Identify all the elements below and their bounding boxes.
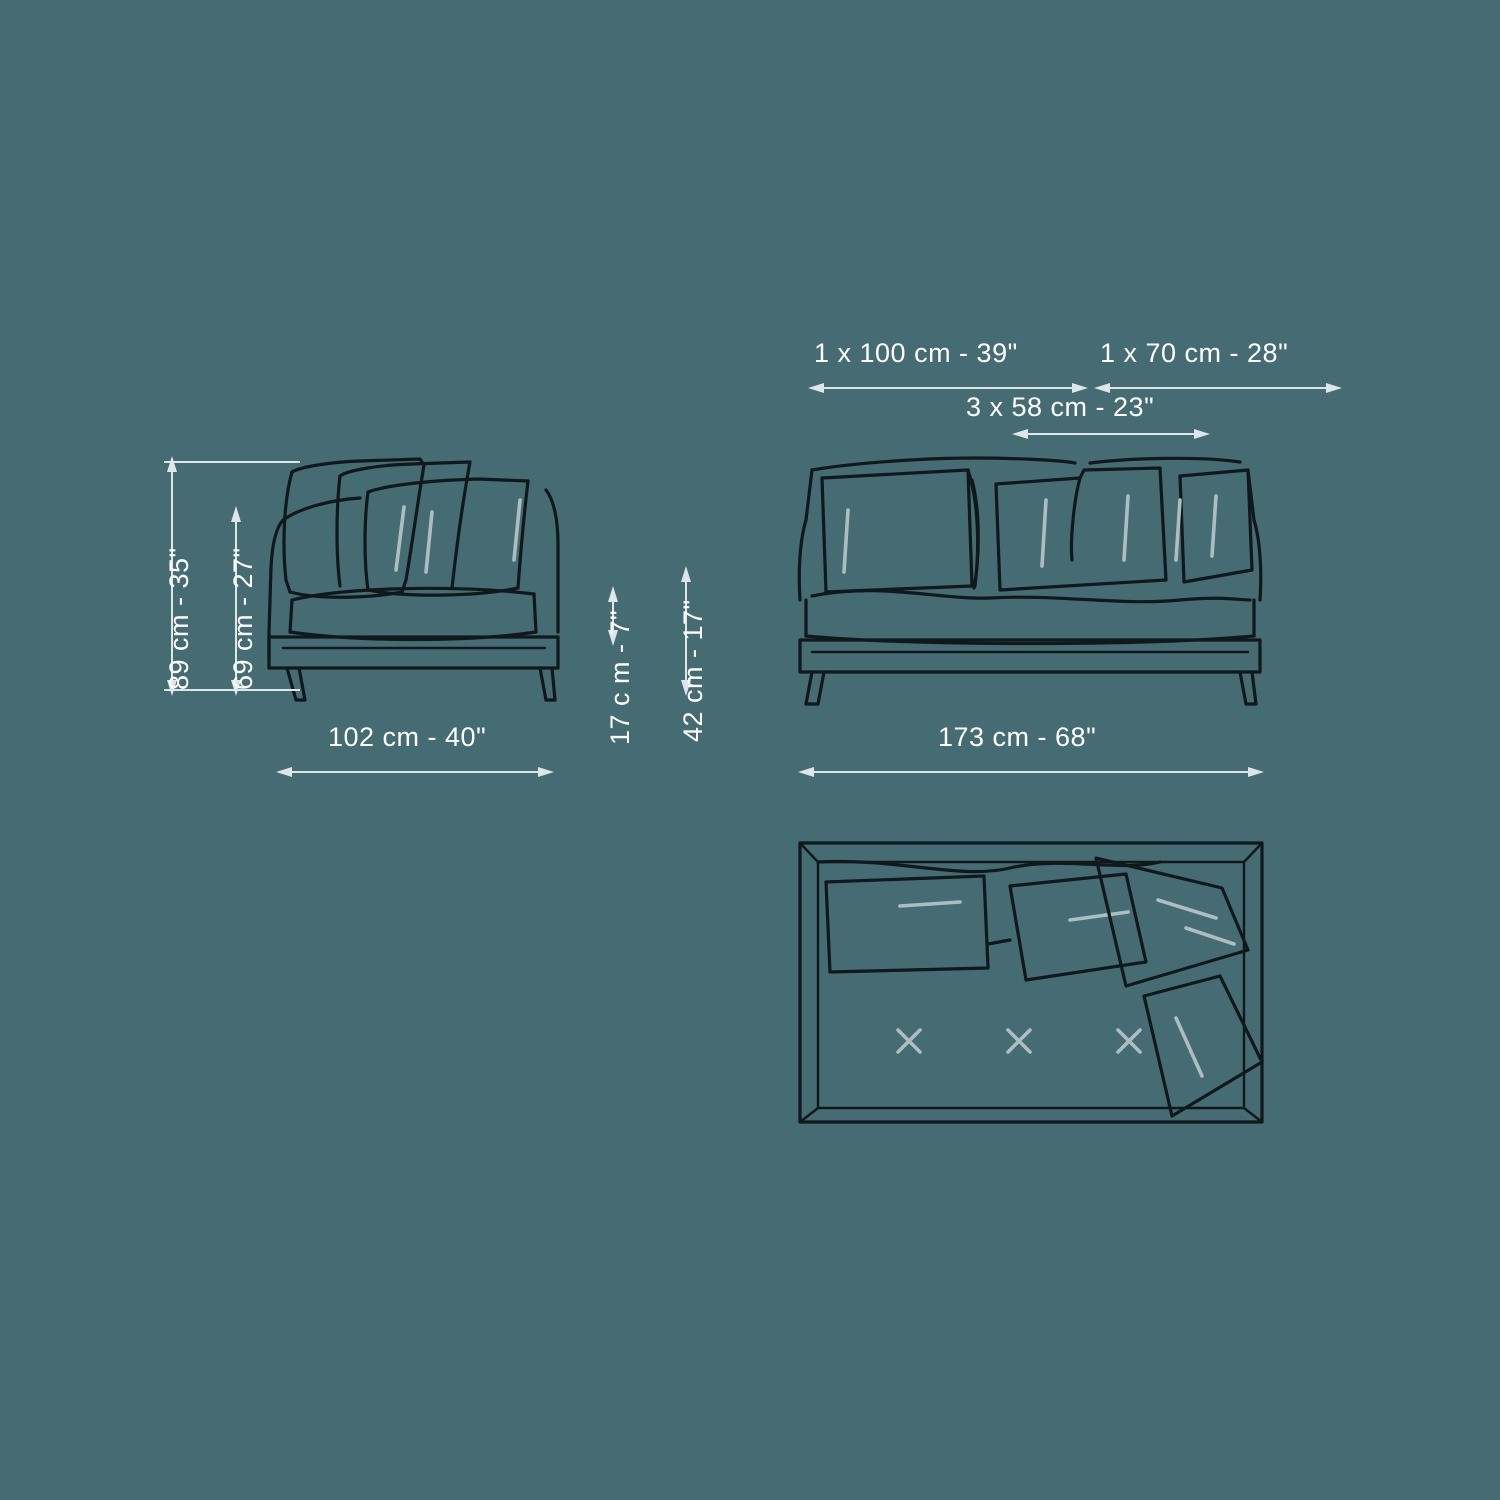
dimension-height-total: 89 cm - 35" <box>164 547 194 690</box>
dimension-width: 173 cm - 68" <box>938 722 1097 752</box>
dimension-seat-height: 42 cm - 17" <box>678 599 708 742</box>
side-elevation-drawing <box>269 459 558 700</box>
tufting-marks <box>898 1030 1140 1052</box>
dimension-cushion-58: 3 x 58 cm - 23" <box>966 392 1155 422</box>
dimension-seat-cushion: 17 c m - 7" <box>605 609 635 745</box>
dimension-height-back: 69 cm - 27" <box>228 547 258 690</box>
front-elevation-drawing <box>799 458 1261 704</box>
dimension-cushion-100: 1 x 100 cm - 39" <box>814 338 1018 368</box>
dimension-depth: 102 cm - 40" <box>328 722 487 752</box>
dimension-cushion-70: 1 x 70 cm - 28" <box>1100 338 1289 368</box>
top-view-drawing <box>800 843 1262 1122</box>
